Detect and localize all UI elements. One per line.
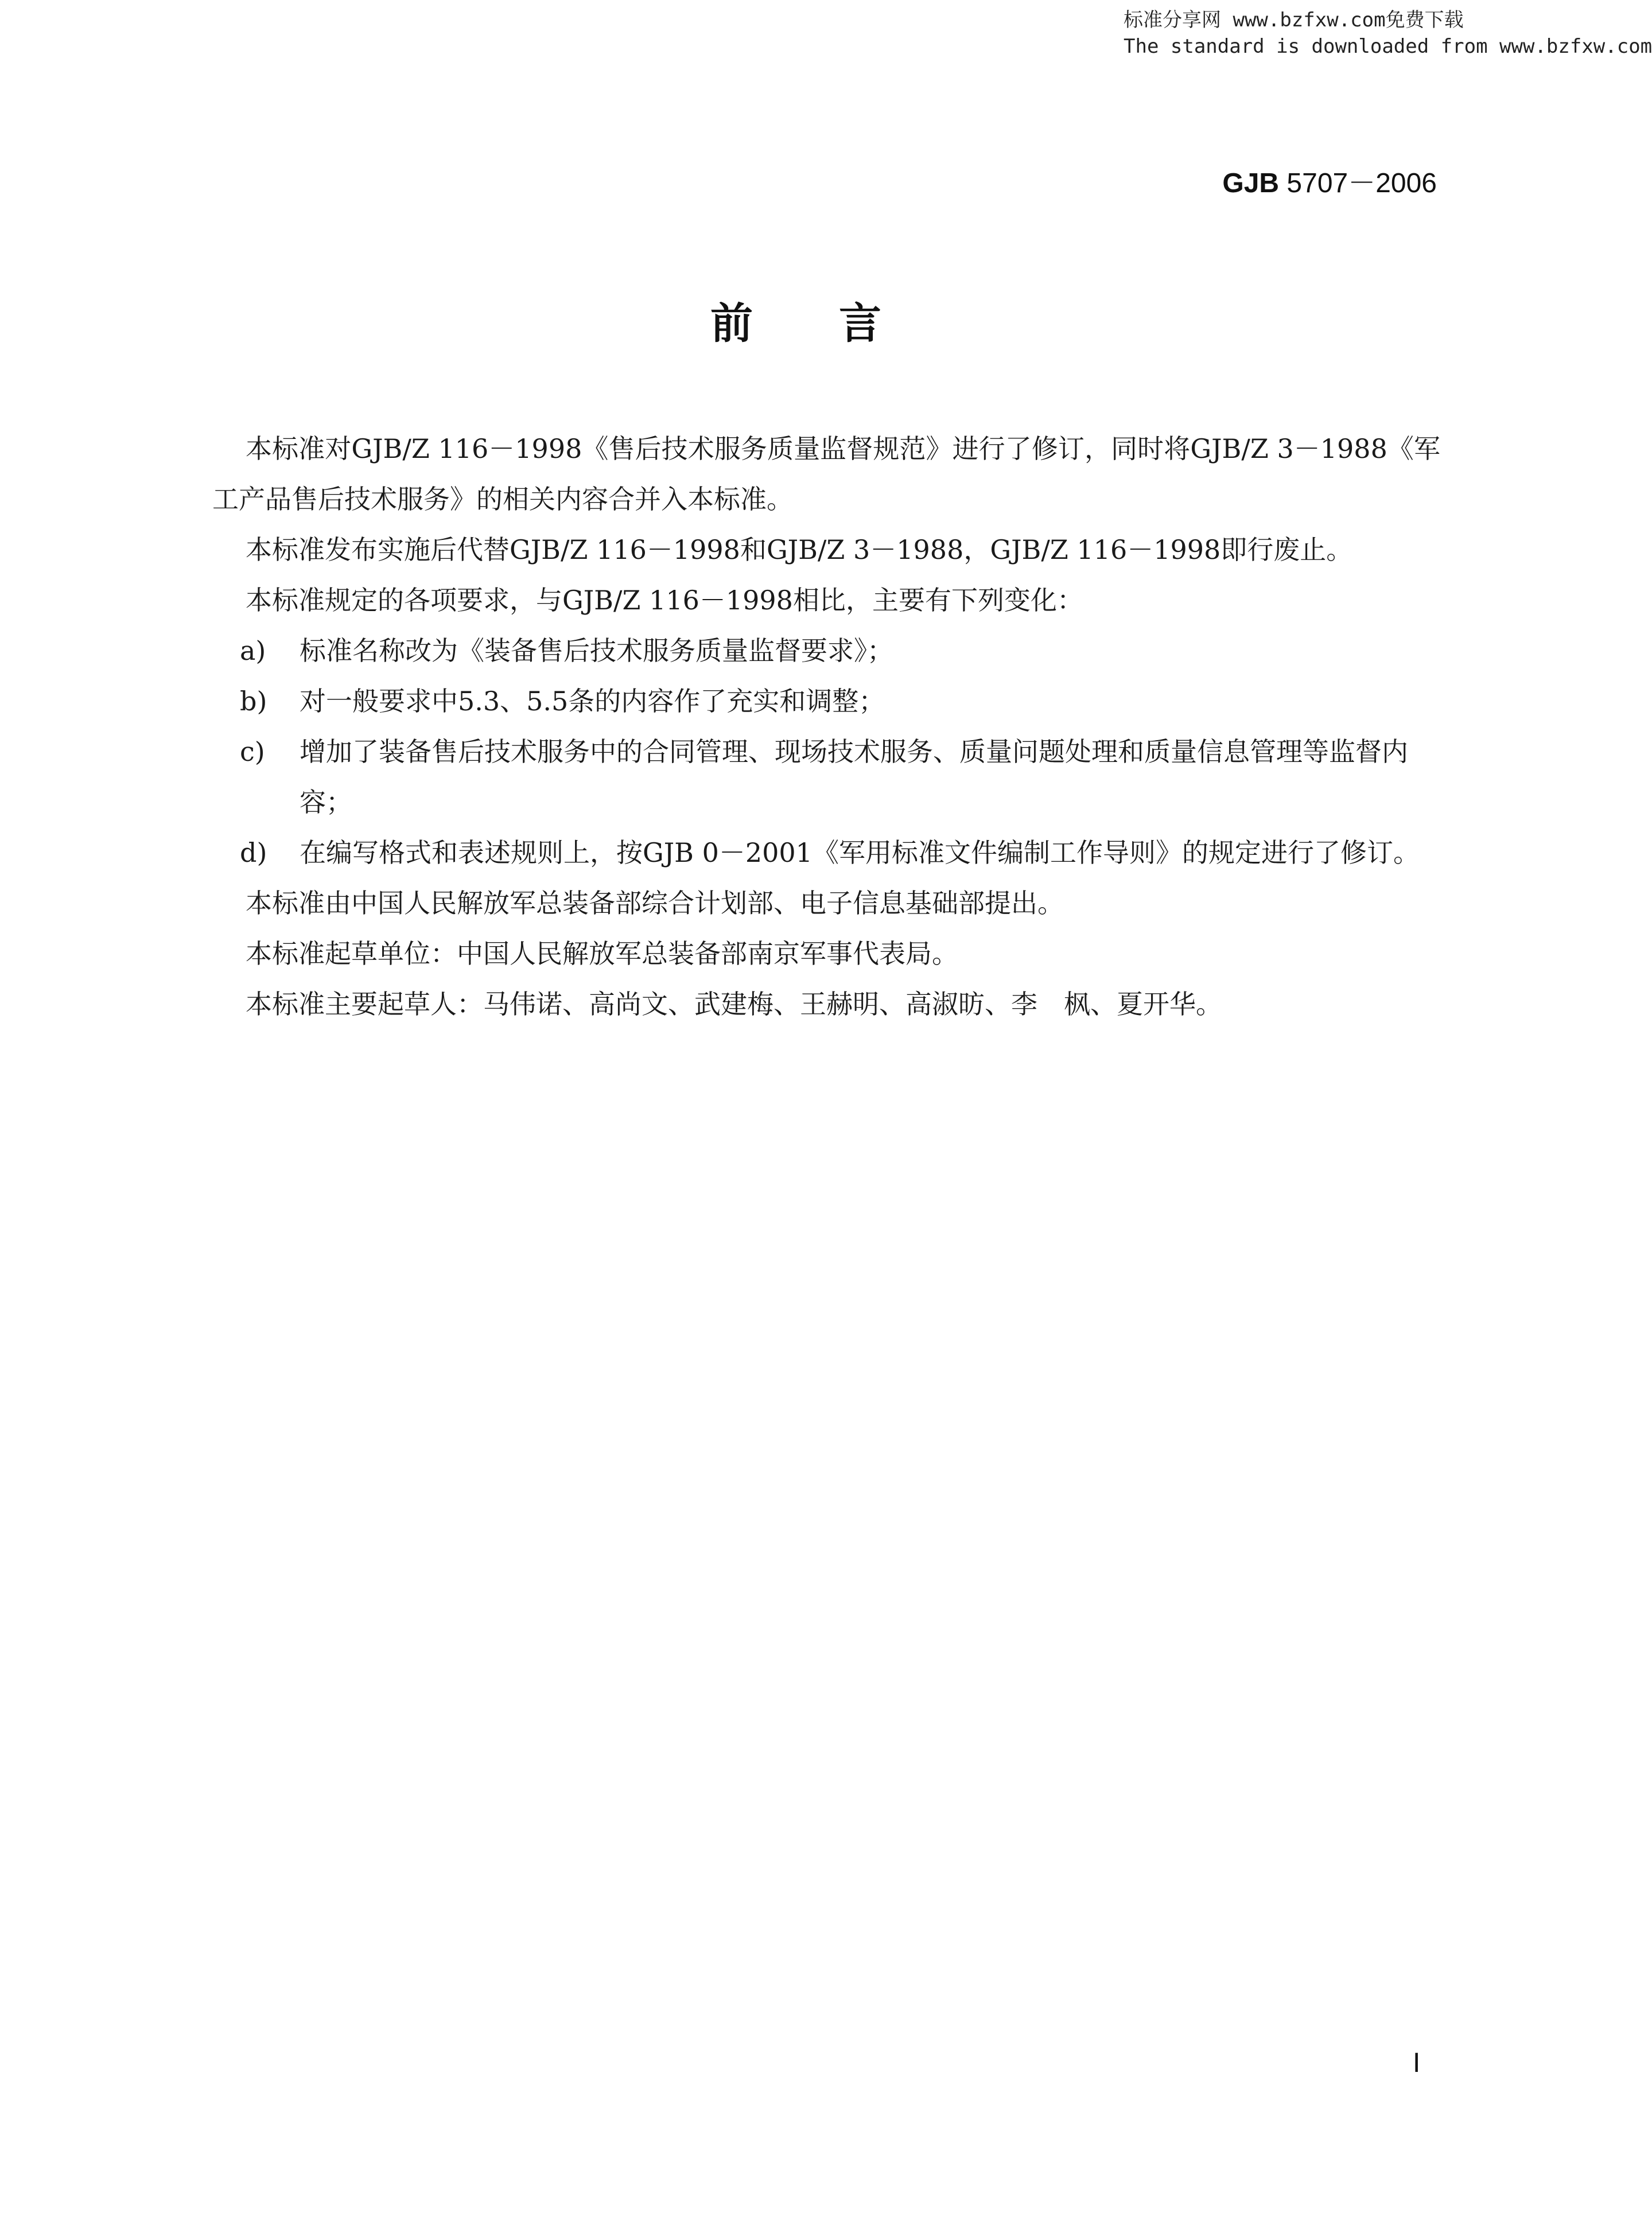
list-item xyxy=(212,625,1440,676)
list-item-text: 对一般要求中5.3、5.5条的内容作了充实和调整； xyxy=(300,686,885,717)
standard-code-prefix: GJB xyxy=(1222,168,1280,199)
page-title: 前言 xyxy=(710,299,967,348)
list-item xyxy=(212,726,1440,827)
list-item-label: a) xyxy=(240,635,266,666)
foreword-body xyxy=(212,423,1440,1029)
standard-code xyxy=(1222,161,1437,200)
paragraph-drafting-unit: 本标准起草单位：中国人民解放军总装备部南京军事代表局。 xyxy=(246,938,958,969)
list-item-label: c) xyxy=(240,736,265,767)
paragraph-replacement: 本标准发布实施后代替GJB/Z 116－1998和GJB/Z 3－1988，GJB/Z 116－1998即行废止。 xyxy=(246,534,1353,565)
list-item-text: 标准名称改为《装备售后技术服务质量监督要求》； xyxy=(300,635,893,666)
watermark xyxy=(1124,7,1652,60)
standard-code-number: 5707－2006 xyxy=(1279,168,1437,199)
watermark-line-cn: 标准分享网 www.bzfxw.com免费下载 xyxy=(1124,9,1464,32)
paragraph-proposer: 本标准由中国人民解放军总装备部综合计划部、电子信息基础部提出。 xyxy=(246,888,1064,919)
list-item-label: d) xyxy=(240,837,267,868)
list-item-label: b) xyxy=(240,686,267,717)
list-item-text: 增加了装备售后技术服务中的合同管理、现场技术服务、质量问题处理和质量信息管理等监督内容； xyxy=(300,736,1408,818)
list-item-text: 在编写格式和表述规则上，按GJB 0－2001《军用标准文件编制工作导则》的规定进行了修订。 xyxy=(300,837,1420,868)
paragraph-drafters: 本标准主要起草人：马伟诺、高尚文、武建梅、王赫明、高淑昉、李 枫、夏开华。 xyxy=(246,989,1222,1020)
page-number: I xyxy=(1413,2048,1421,2078)
watermark-line-en: The standard is downloaded from www.bzfxw.com xyxy=(1124,35,1652,58)
paragraph-revision: 本标准对GJB/Z 116－1998《售后技术服务质量监督规范》进行了修订，同时将GJB/Z 3－1988《军工产品售后技术服务》的相关内容合并入本标准。 xyxy=(212,433,1440,515)
paragraph-changes-intro: 本标准规定的各项要求，与GJB/Z 116－1998相比，主要有下列变化： xyxy=(246,585,1083,616)
list-item xyxy=(212,827,1440,878)
list-item xyxy=(212,676,1440,726)
